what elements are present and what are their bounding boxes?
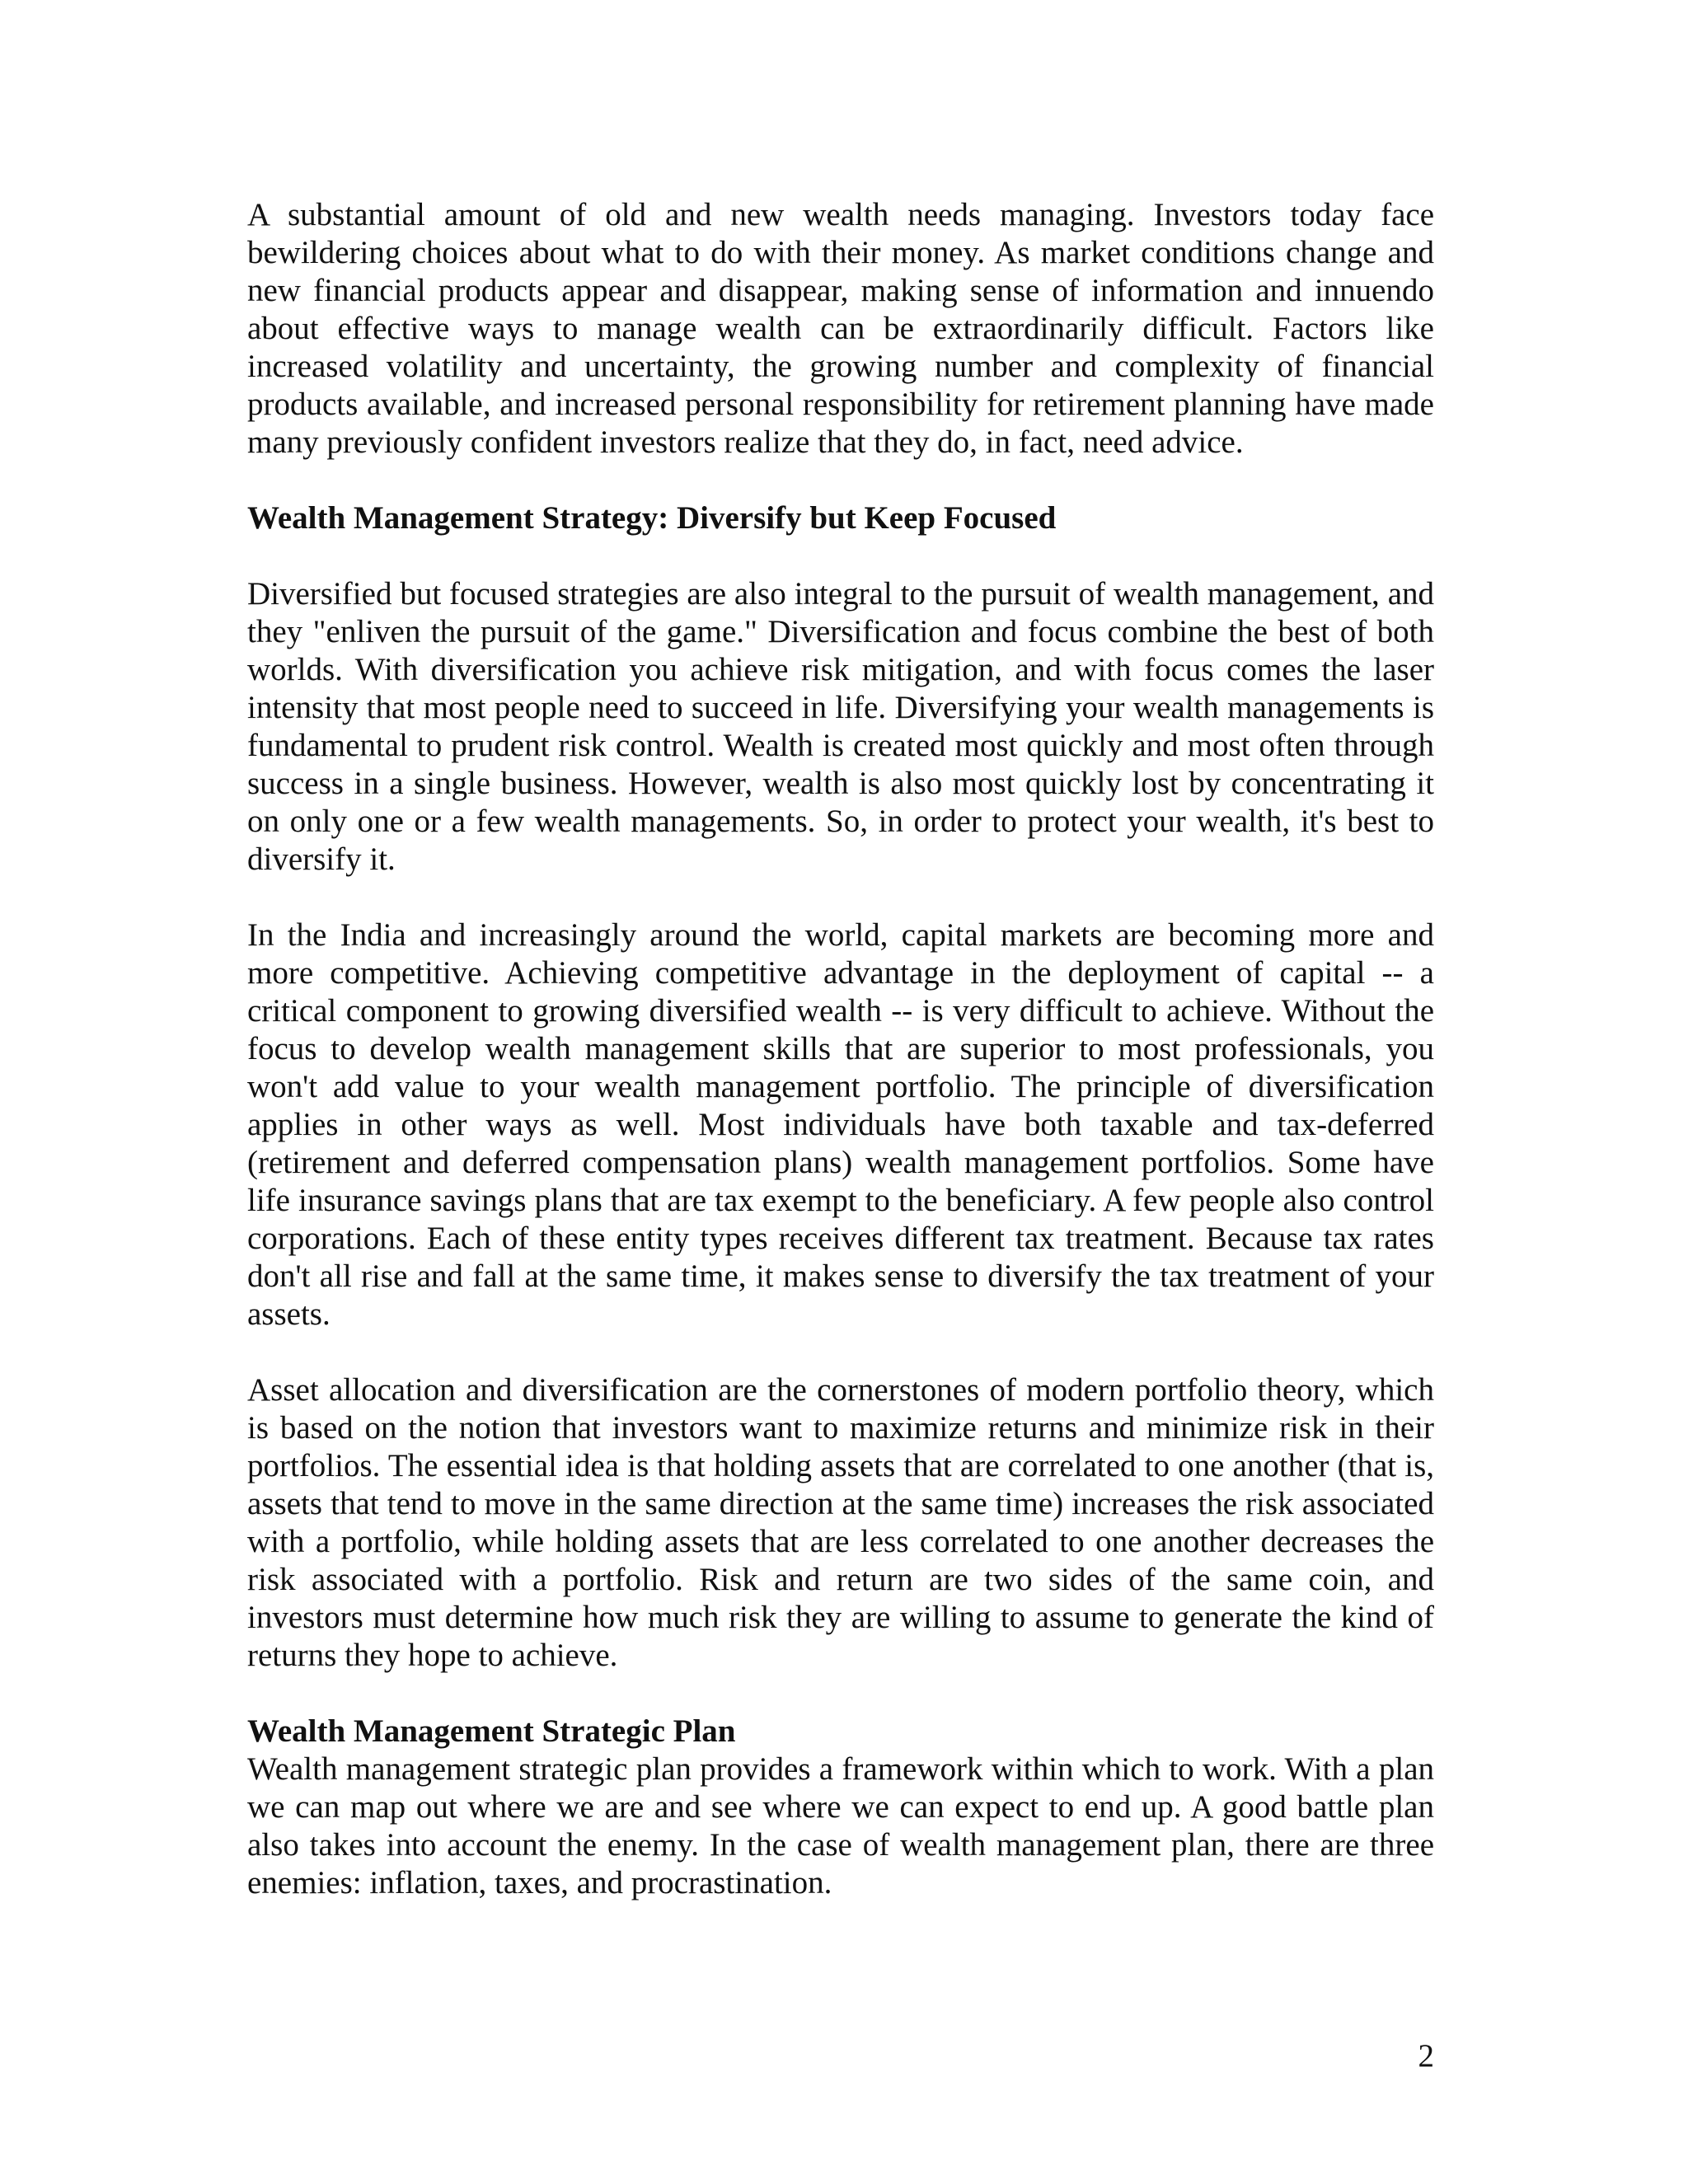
asset-allocation-paragraph: Asset allocation and diversification are the cornerstones of modern portfolio theory, which is based on the notion that investors want to maximize returns and minimize risk in their portfolios. The essential idea is that holding assets that are correlated to one another (that is, assets that tend to move in the same direction at the same time) increases the risk associated with a portfolio, while holding assets that are less correlated to one another decreases the risk associated with a portfolio. Risk and return are two sides of the same coin, and investors must determine how much risk they are willing to assume to generate the kind of returns they hope to achieve. (247, 1372, 1434, 1673)
diversify-paragraph: Diversified but focused strategies are also integral to the pursuit of wealth management, and they "enliven the pursuit of the game." Diversification and focus combine the best of both worlds. With diversification you achieve risk mitigation, and with focus comes the laser intensity that most people need to succeed in life. Diversifying your wealth managements is fundamental to prudent risk control. Wealth is created most quickly and most often through success in a single business. However, wealth is also most quickly lost by concentrating it on only one or a few wealth managements. So, in order to protect your wealth, it's best to diversify it. (247, 576, 1434, 877)
page-number: 2 (1418, 2038, 1434, 2074)
document-page (247, 196, 1434, 1940)
section-heading-diversify: Wealth Management Strategy: Diversify but Keep Focused (247, 500, 1057, 536)
strategic-plan-paragraph: Wealth management strategic plan provides a framework within which to work. With a plan we can map out where we are and see where we can expect to end up. A good battle plan also takes into account the enemy. In the case of wealth management plan, there are three enemies: inflation, taxes, and procrastination. (247, 1751, 1434, 1900)
intro-paragraph: A substantial amount of old and new wealth needs managing. Investors today face bewildering choices about what to do with their money. As market conditions change and new financial products appear and disappear, making sense of information and innuendo about effective ways to manage wealth can be extraordinarily difficult. Factors like increased volatility and uncertainty, the growing number and complexity of financial products available, and increased personal responsibility for retirement planning have made many previously confident investors realize that they do, in fact, need advice. (247, 197, 1434, 460)
capital-markets-paragraph: In the India and increasingly around the world, capital markets are becoming more and more competitive. Achieving competitive advantage in the deployment of capital -- a critical component to growing diversified wealth -- is very difficult to achieve. Without the focus to develop wealth management skills that are superior to most professionals, you won't add value to your wealth management portfolio. The principle of diversification applies in other ways as well. Most individuals have both taxable and tax-deferred (retirement and deferred compensation plans) wealth management portfolios. Some have life insurance savings plans that are tax exempt to the beneficiary. A few people also control corporations. Each of these entity types receives different tax treatment. Because tax rates don't all rise and fall at the same time, it makes sense to diversify the tax treatment of your assets. (247, 917, 1434, 1332)
section-heading-strategic-plan: Wealth Management Strategic Plan (247, 1713, 736, 1749)
